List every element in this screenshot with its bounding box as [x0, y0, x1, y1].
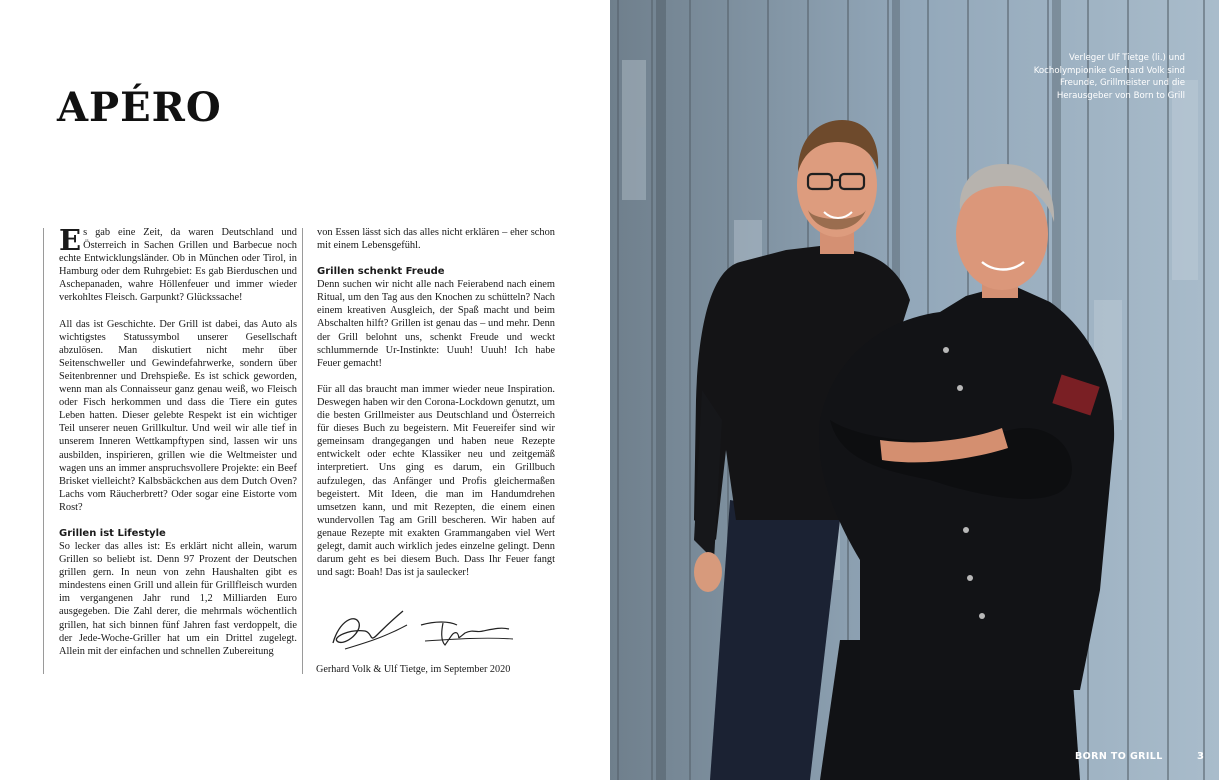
section-heading-lifestyle: Grillen ist Lifestyle — [59, 527, 166, 539]
page-number: 3 — [1197, 751, 1204, 762]
intro-text: s gab eine Zeit, da waren Deutschland und Österreich in Sachen Grillen und Barbecue noch echte Entwicklungsländer. Ob in München oder Tirol, in Hamburg oder dem Ruhrgebiet: Es gab Bierduschen und Aschepanaden, wahre Höllenfeuer und immer wieder verkohltes Fleisch. Garpunkt? Glückssache! — [59, 227, 297, 304]
paragraph-continuation: von Essen lässt sich das alles nicht erklären – eher schon mit einem Lebensgefühl. — [317, 227, 555, 252]
signature-volk-stroke — [345, 625, 407, 649]
text-column-left — [59, 223, 297, 671]
signature-tietge-underline — [425, 638, 513, 641]
column-rule-left — [43, 228, 44, 674]
signature-tietge — [421, 622, 509, 645]
hand-left-man — [694, 552, 722, 592]
signature-caption: Gerhard Volk & Ulf Tietge, im September 2020 — [316, 664, 511, 675]
page-title: APÉRO — [57, 84, 222, 131]
text-column-right — [317, 226, 555, 592]
column-rule-right — [302, 228, 303, 674]
drop-cap: E — [59, 223, 82, 257]
paragraph-inspiration: Für all das braucht man immer wieder neue Inspiration. Deswegen haben wir den Corona-Lockdown genutzt, um die besten Grillmeister aus Deutschland und Österreich für dieses Buch zu begeistern. Mit Feuereifer sind wir gemeinsam drangegangen und haben neue Rezepte entwickelt oder echte Klassiker neu und zeitgemäß interpretiert. Uns ging es darum, ein Grillbuch aufzulegen, das Anfänger und Profis gleichermaßen begeistert. Mit Ideen, die man im Handumdrehen umsetzen kann, und mit Rezepten, die einem einen wundervollen Tag am Grill bescheren. Wir haben auf genaue Rezepte mit exakten Grammangaben viel Wert gelegt, damit auch wirklich jedes einzelne gelingt. Denn darum geht es bei diesem Buch. Dass Ihr Feuer fangt und sagt: Boah! Das ist ja saulecker! — [317, 383, 555, 579]
footer-brand: BORN TO GRILL — [1075, 751, 1163, 762]
signatures — [325, 603, 525, 659]
paragraph-history: All das ist Geschichte. Der Grill ist dabei, das Auto als wichtigstes Statussymbol unserer Gesellschaft abzulösen. Man diskutiert nicht mehr über Seitenschweller und Gewindefahrwerke, sondern über Seitenbrenner und Drehspieße. Es ist schick geworden, wenn man als Connaisseur ganz genau weiß, wo Fleisch oder Fisch herkommen und dass die Tiere ein gutes Leben hatten. Dieser gelebte Respekt ist ein wichtiger Teil unserer neuen Grillkultur. Und weil wir alle tief in unserem Inneren Wettkampftypen sind, lassen wir uns ausbilden, inspirieren, grillen wie die Weltmeister und wagen uns an immer anspruchsvollere Projekte: ein Beef Brisket vielleicht? Kalbsbäckchen aus dem Dutch Oven? Lachs vom Räucherbrett? Oder sogar eine Eistorte vom Rost? — [59, 318, 297, 513]
paragraph-freude: Denn suchen wir nicht alle nach Feierabend nach einem Ritual, um den Tag aus den Knochen zu schütteln? Nach einem kreativen Ausgleich, der Spaß macht und beim Abschalten hilft? Grillen ist genau das – und mehr. Denn der Grill belohnt uns, schenkt Freude und weckt schlummernde Ur-Instinkte: Uuuh! Uuuh! Ich habe Feuer gemacht! — [317, 279, 555, 369]
photo-page — [610, 0, 1219, 780]
photo-caption: Verleger Ulf Tietge (li.) und Kocholympionike Gerhard Volk sind Freunde, Grillmeister und die Herausgeber von Born to Grill — [1033, 53, 1185, 101]
paragraph-lifestyle: So lecker das alles ist: Es erklärt nicht allein, warum Grillen so beliebt ist. Denn 97 Prozent der Deutschen grillen gern. In neun von zehn Haushalten gibt es mindestens einen Grill und allein für Grillfleisch wurden im vergangenen Jahr rund 1,2 Milliarden Euro ausgegeben. Die Zahl derer, die mehrmals wöchentlich grillen, hat sich binnen fünf Jahren fast verdoppelt, die der Jede-Woche-Griller hat um ein Drittel zugelegt. Allein mit der einfachen und schnellen Zubereitung — [59, 540, 297, 657]
intro-paragraph — [59, 223, 297, 305]
section-heading-freude: Grillen schenkt Freude — [317, 266, 445, 278]
signature-volk — [333, 611, 403, 643]
portrait-photo — [610, 0, 1219, 780]
